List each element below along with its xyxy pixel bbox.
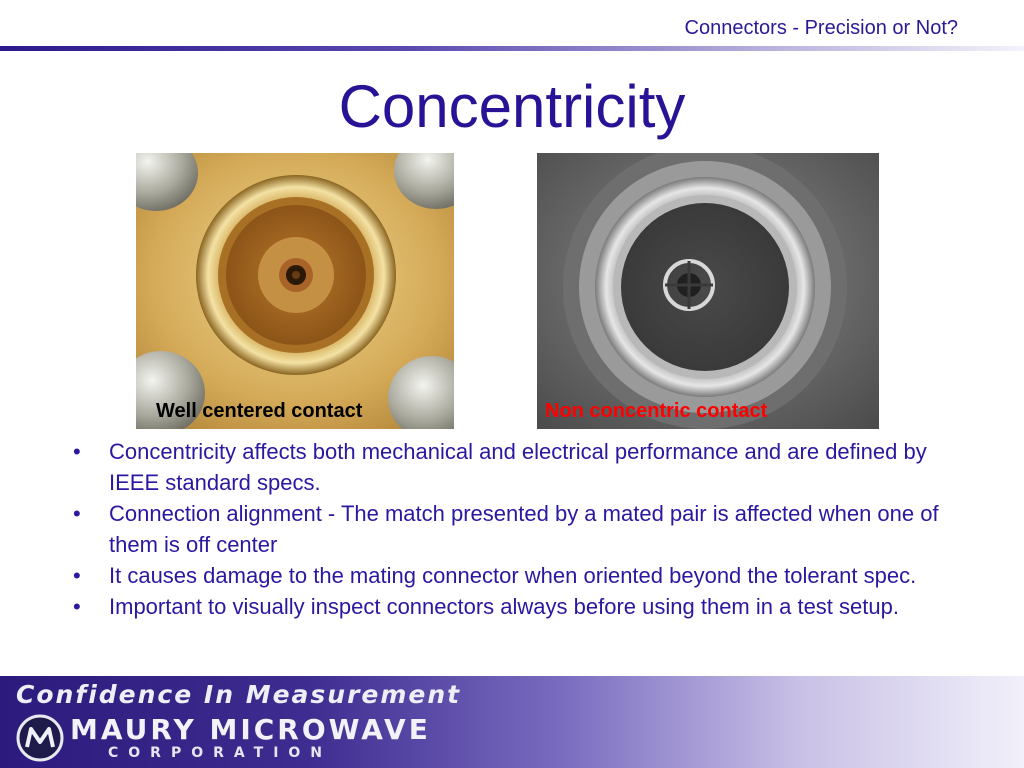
header-divider	[0, 46, 1024, 51]
footer-company-name: MAURY MICROWAVE	[70, 713, 431, 746]
footer-corporation: CORPORATION	[108, 745, 333, 761]
footer-banner	[0, 676, 1024, 768]
bullet-item: • Connection alignment - The match presented by a mated pair is affected when one of them is off center	[70, 498, 970, 560]
bullet-item: • Concentricity affects both mechanical and electrical performance and are defined by IEEE standard specs.	[70, 436, 970, 498]
slide-header: Connectors - Precision or Not?	[684, 17, 958, 39]
non-concentric-connector-photo	[537, 153, 879, 429]
bullet-list	[70, 436, 970, 622]
bullet-item: • Important to visually inspect connectors always before using them in a test setup.	[70, 591, 970, 622]
bullet-item: • It causes damage to the mating connector when oriented beyond the tolerant spec.	[70, 560, 970, 591]
maury-m-logo-icon	[16, 714, 64, 767]
footer-tagline: Confidence In Measurement	[16, 680, 462, 709]
left-image-caption: Well centered contact	[156, 400, 363, 422]
right-image-caption: Non concentric contact	[545, 400, 768, 422]
slide-title: Concentricity	[338, 73, 686, 140]
well-centered-connector-photo	[136, 153, 454, 429]
